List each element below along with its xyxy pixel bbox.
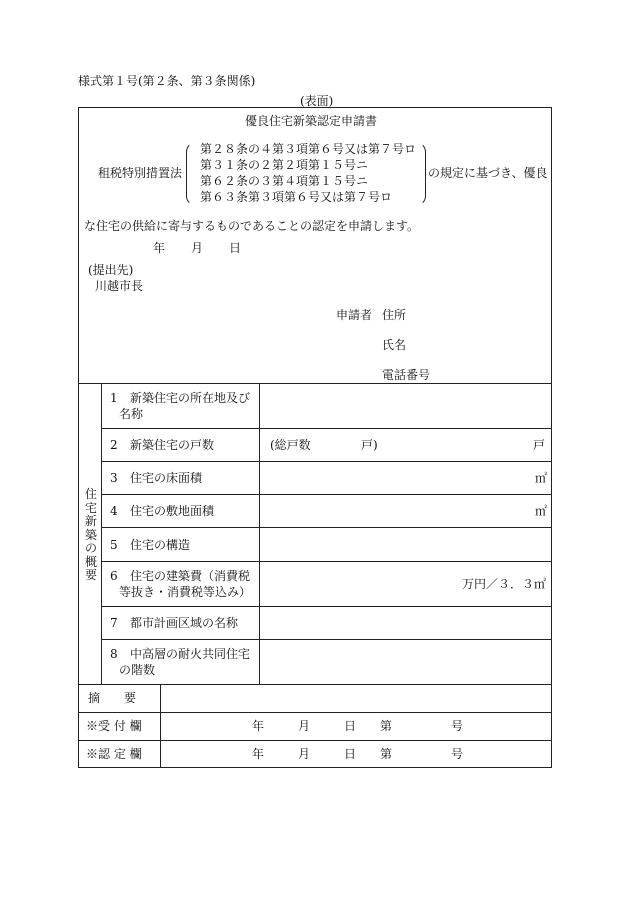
request-text: な住宅の供給に寄与するものであることの認定を申請します。 <box>84 219 420 233</box>
certification-go: 号 <box>451 747 464 761</box>
summary-label: 摘 要 <box>88 691 137 705</box>
row-number: 2 <box>110 438 118 452</box>
total-units-unit: 戸) <box>361 438 378 452</box>
certification-label: ※認 定 欄 <box>86 747 142 761</box>
row-number: 1 <box>110 391 118 405</box>
row-label: 都市計画区域の名称 <box>130 616 239 630</box>
certification-day: 日 <box>344 747 357 761</box>
reception-month: 月 <box>298 719 311 733</box>
row-number: 4 <box>110 504 118 518</box>
row-divider <box>78 740 552 741</box>
total-units-label: (総戸数 <box>270 438 311 452</box>
certification-month: 月 <box>298 747 311 761</box>
reception-day: 日 <box>344 719 357 733</box>
reception-label: ※受 付 欄 <box>86 719 142 733</box>
submit-to-label: (提出先) <box>88 263 134 277</box>
phone-label: 電話番号 <box>382 368 431 382</box>
form-number: 様式第１号(第２条、第３条関係) <box>78 74 256 88</box>
section-label: 住 宅 新 築 の 概 要 <box>84 487 97 582</box>
column-divider <box>160 684 161 768</box>
reception-go: 号 <box>451 719 464 733</box>
row-label: 新築住宅の所在地及び <box>130 391 251 405</box>
floor-area-unit: ㎡ <box>535 471 548 485</box>
row-divider <box>101 639 552 640</box>
date-year: 年 <box>153 241 166 255</box>
row-divider <box>78 684 552 685</box>
row-label: 住宅の建築費（消費税 <box>130 569 251 583</box>
row-divider <box>101 428 552 429</box>
row-number: 5 <box>110 538 118 552</box>
row-label: 住宅の床面積 <box>130 471 203 485</box>
reception-year: 年 <box>252 719 265 733</box>
row-label: 中高層の耐火共同住宅 <box>130 647 251 661</box>
row-number: 3 <box>110 471 118 485</box>
row-number: 6 <box>110 569 118 583</box>
section-divider <box>101 383 102 684</box>
row-divider <box>101 606 552 607</box>
row-number: 8 <box>110 647 118 661</box>
side-label: (表面) <box>300 94 334 108</box>
site-area-unit: ㎡ <box>535 504 548 518</box>
row-label: 住宅の敷地面積 <box>130 504 215 518</box>
column-divider <box>259 383 260 684</box>
row-divider <box>101 494 552 495</box>
row-number: 7 <box>110 616 118 630</box>
law-article-2: 第３１条の２第２項第１５号ニ <box>200 158 369 172</box>
law-article-4: 第６３条第３項第６号又は第７号ロ <box>200 190 393 204</box>
cost-unit: 万円／３．３㎡ <box>462 577 547 591</box>
row-label: 新築住宅の戸数 <box>130 438 215 452</box>
row-label: 住宅の構造 <box>130 538 191 552</box>
basis-suffix: の規定に基づき、優良 <box>428 166 548 180</box>
reception-dai: 第 <box>380 719 393 733</box>
law-article-1: 第２８条の４第３項第６号又は第７号ロ <box>200 142 417 156</box>
row-label-cont: 名称 <box>119 407 144 421</box>
form-title: 優良住宅新築認定申請書 <box>245 114 378 128</box>
certification-dai: 第 <box>380 747 393 761</box>
name-label: 氏名 <box>382 338 407 352</box>
row-label-cont: 等抜き・消費税等込み） <box>119 585 252 599</box>
units-unit: 戸 <box>533 438 546 452</box>
date-day: 日 <box>229 241 242 255</box>
table-top-line <box>78 383 552 384</box>
law-name: 租税特別措置法 <box>98 166 183 180</box>
row-divider <box>101 561 552 562</box>
address-label: 住所 <box>382 308 407 322</box>
row-divider <box>101 461 552 462</box>
submit-to: 川越市長 <box>95 279 144 293</box>
certification-year: 年 <box>252 747 265 761</box>
date-month: 月 <box>191 241 204 255</box>
row-divider <box>101 527 552 528</box>
law-article-3: 第６２条の３第４項第１５号ニ <box>200 174 369 188</box>
location-field[interactable] <box>262 386 549 426</box>
row-label-cont: の階数 <box>119 663 156 677</box>
row-divider <box>78 712 552 713</box>
applicant-label: 申請者 <box>336 308 373 322</box>
